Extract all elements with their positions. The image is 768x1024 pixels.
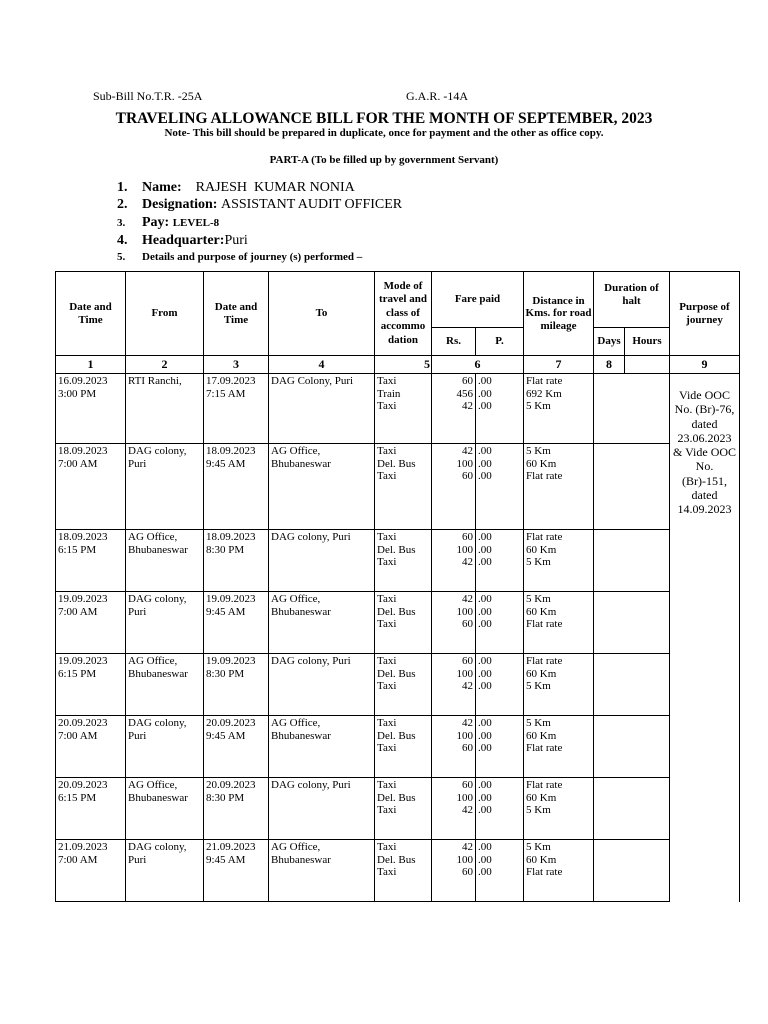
col-header-days: Days [594, 328, 625, 356]
travel-mode: Taxi [377, 655, 397, 667]
departure-date: 16.09.2023 [58, 375, 108, 387]
cell-halt [594, 592, 670, 654]
detail-name-value: RAJESH KUMAR NONIA [195, 180, 355, 195]
fare-rupees: 456 [456, 387, 473, 400]
to-place: AG Office, [271, 841, 321, 853]
departure-time: 7:00 AM [58, 729, 98, 742]
cell-fare-rs [432, 778, 476, 840]
column-number-row [56, 356, 740, 374]
arrival-time: 9:45 AM [206, 853, 246, 866]
cell-departure [56, 592, 126, 654]
arrival-date: 19.09.2023 [206, 593, 256, 605]
cell-to [269, 654, 375, 716]
fare-paise: .00 [478, 742, 492, 754]
fare-paise: .00 [478, 655, 492, 667]
travel-mode: Taxi [377, 717, 397, 729]
cell-mode [375, 778, 432, 840]
distance-value: Flat rate [526, 742, 563, 754]
col-header-mode: Mode of travel and class of accommo dation [375, 272, 432, 356]
cell-departure [56, 778, 126, 840]
departure-time: 7:00 AM [58, 853, 98, 866]
fare-paise: .00 [478, 717, 492, 729]
cell-mode [375, 654, 432, 716]
cell-fare-rs [432, 592, 476, 654]
fare-rupees: 42 [462, 400, 473, 412]
cell-distance [524, 654, 594, 716]
cell-distance [524, 778, 594, 840]
detail-designation-number: 2. [117, 197, 128, 212]
cell-to [269, 592, 375, 654]
distance-value: 60 Km [526, 729, 557, 742]
distance-value: Flat rate [526, 618, 563, 630]
cell-from [126, 716, 204, 778]
arrival-time: 9:45 AM [206, 729, 246, 742]
cell-fare-p [476, 374, 524, 444]
cell-mode [375, 530, 432, 592]
distance-value: 5 Km [526, 593, 551, 605]
travel-mode: Taxi [377, 804, 397, 816]
cell-halt [594, 778, 670, 840]
fare-rupees: 42 [462, 593, 473, 605]
cell-arrival [204, 716, 269, 778]
from-place: DAG colony, [128, 717, 187, 729]
table-row [56, 530, 740, 592]
departure-date: 20.09.2023 [58, 717, 108, 729]
distance-value: 5 Km [526, 804, 551, 816]
cell-mode [375, 716, 432, 778]
travel-mode: Taxi [377, 779, 397, 791]
table-row [56, 778, 740, 840]
from-place: Bhubaneswar [128, 543, 188, 556]
fare-paise: .00 [478, 543, 492, 556]
travel-mode: Del. Bus [377, 667, 416, 680]
col-header-fare: Fare paid [432, 272, 524, 328]
cell-distance [524, 840, 594, 902]
fare-rupees: 60 [462, 470, 473, 482]
to-place: AG Office, [271, 593, 321, 605]
detail-headquarter-value: Puri [224, 233, 248, 248]
cell-departure [56, 654, 126, 716]
fare-rupees: 100 [456, 853, 473, 866]
distance-value: 60 Km [526, 791, 557, 804]
fare-paise: .00 [478, 853, 492, 866]
fare-rupees: 60 [462, 531, 473, 543]
arrival-date: 17.09.2023 [206, 375, 256, 387]
from-place: Bhubaneswar [128, 667, 188, 680]
detail-journey-number: 5. [117, 251, 126, 263]
col-header-p: P. [476, 328, 524, 356]
detail-journey [117, 251, 362, 263]
cell-arrival [204, 592, 269, 654]
fare-rupees: 60 [462, 375, 473, 387]
fare-paise: .00 [478, 470, 492, 482]
travel-mode: Del. Bus [377, 729, 416, 742]
departure-time: 7:00 AM [58, 605, 98, 618]
distance-value: 692 Km [526, 387, 562, 400]
fare-paise: .00 [478, 605, 492, 618]
from-place: DAG colony, [128, 593, 187, 605]
detail-name-label: Name: [142, 180, 182, 195]
from-place: RTI Ranchi, [128, 375, 182, 387]
cell-halt [594, 716, 670, 778]
detail-designation [117, 197, 402, 213]
fare-rupees: 100 [456, 457, 473, 470]
fare-rupees: 60 [462, 618, 473, 630]
travel-mode: Del. Bus [377, 457, 416, 470]
to-place: DAG colony, Puri [271, 779, 351, 791]
detail-headquarter [117, 233, 248, 249]
travel-mode: Taxi [377, 375, 397, 387]
fare-rupees: 42 [462, 804, 473, 816]
travel-mode: Taxi [377, 841, 397, 853]
arrival-time: 8:30 PM [206, 543, 245, 556]
detail-name [117, 180, 355, 196]
cell-fare-p [476, 530, 524, 592]
detail-designation-value: ASSISTANT AUDIT OFFICER [220, 197, 403, 212]
cell-fare-rs [432, 716, 476, 778]
distance-value: Flat rate [526, 655, 563, 667]
fare-paise: .00 [478, 531, 492, 543]
column-number: 7 [524, 356, 594, 374]
fare-paise: .00 [478, 618, 492, 630]
fare-rupees: 42 [462, 841, 473, 853]
travel-mode: Train [377, 387, 401, 400]
departure-time: 6:15 PM [58, 791, 97, 804]
travel-mode: Taxi [377, 470, 397, 482]
table-row [56, 716, 740, 778]
arrival-time: 7:15 AM [206, 387, 246, 400]
distance-value: Flat rate [526, 779, 563, 791]
arrival-time: 8:30 PM [206, 791, 245, 804]
cell-to [269, 778, 375, 840]
sub-bill-number: Sub-Bill No.T.R. -25A [93, 89, 203, 103]
travel-mode: Taxi [377, 593, 397, 605]
from-place: Bhubaneswar [128, 791, 188, 804]
cell-from [126, 592, 204, 654]
travel-mode: Taxi [377, 866, 397, 878]
table-row [56, 592, 740, 654]
travel-mode: Taxi [377, 742, 397, 754]
cell-arrival [204, 444, 269, 530]
table-row [56, 374, 740, 444]
column-number: 8 [594, 356, 625, 374]
departure-date: 20.09.2023 [58, 779, 108, 791]
fare-paise: .00 [478, 445, 492, 457]
travel-mode: Taxi [377, 531, 397, 543]
from-place: Puri [128, 853, 147, 866]
departure-time: 6:15 PM [58, 667, 97, 680]
cell-fare-rs [432, 530, 476, 592]
cell-mode [375, 444, 432, 530]
to-place: AG Office, [271, 717, 321, 729]
cell-arrival [204, 374, 269, 444]
col-header-date-to: Date and Time [204, 272, 269, 356]
distance-value: Flat rate [526, 470, 563, 482]
journey-table [55, 271, 740, 902]
fare-paise: .00 [478, 400, 492, 412]
distance-value: 60 Km [526, 605, 557, 618]
column-number: 3 [204, 356, 269, 374]
cell-fare-p [476, 778, 524, 840]
from-place: AG Office, [128, 779, 178, 791]
from-place: DAG colony, [128, 841, 187, 853]
travel-mode: Taxi [377, 445, 397, 457]
departure-date: 18.09.2023 [58, 445, 108, 457]
cell-departure [56, 444, 126, 530]
arrival-date: 18.09.2023 [206, 531, 256, 543]
cell-mode [375, 374, 432, 444]
col-header-purpose: Purpose of journey [670, 272, 740, 356]
fare-rupees: 42 [462, 556, 473, 568]
to-place: Bhubaneswar [271, 605, 331, 618]
cell-distance [524, 592, 594, 654]
cell-fare-p [476, 654, 524, 716]
cell-to [269, 716, 375, 778]
distance-value: Flat rate [526, 531, 563, 543]
fare-paise: .00 [478, 729, 492, 742]
cell-halt [594, 444, 670, 530]
cell-halt [594, 654, 670, 716]
cell-from [126, 654, 204, 716]
fare-rupees: 60 [462, 655, 473, 667]
cell-mode [375, 592, 432, 654]
fare-paise: .00 [478, 667, 492, 680]
fare-rupees: 100 [456, 543, 473, 556]
from-place: AG Office, [128, 531, 178, 543]
fare-rupees: 100 [456, 729, 473, 742]
col-header-halt: Duration of halt [594, 272, 670, 328]
cell-fare-rs [432, 374, 476, 444]
fare-paise: .00 [478, 375, 492, 387]
cell-from [126, 778, 204, 840]
arrival-time: 9:45 AM [206, 457, 246, 470]
cell-fare-p [476, 840, 524, 902]
cell-departure [56, 530, 126, 592]
distance-value: 60 Km [526, 457, 557, 470]
travel-mode: Taxi [377, 400, 397, 412]
column-number [625, 356, 670, 374]
detail-pay [117, 215, 219, 231]
fare-paise: .00 [478, 593, 492, 605]
fare-rupees: 60 [462, 866, 473, 878]
detail-pay-value: LEVEL-8 [172, 217, 220, 229]
to-place: DAG colony, Puri [271, 655, 351, 667]
cell-fare-rs [432, 840, 476, 902]
fare-paise: .00 [478, 457, 492, 470]
from-place: Puri [128, 729, 147, 742]
detail-headquarter-number: 4. [117, 233, 128, 248]
cell-halt [594, 840, 670, 902]
cell-halt [594, 374, 670, 444]
cell-from [126, 374, 204, 444]
distance-value: 5 Km [526, 680, 551, 692]
cell-fare-p [476, 592, 524, 654]
arrival-date: 19.09.2023 [206, 655, 256, 667]
travel-mode: Taxi [377, 680, 397, 692]
cell-departure [56, 716, 126, 778]
table-row [56, 840, 740, 902]
fare-rupees: 42 [462, 445, 473, 457]
departure-date: 19.09.2023 [58, 655, 108, 667]
arrival-date: 20.09.2023 [206, 717, 256, 729]
cell-fare-p [476, 444, 524, 530]
bill-note: Note- This bill should be prepared in duplicate, once for payment and the other as office copy. [164, 127, 604, 139]
distance-value: Flat rate [526, 375, 563, 387]
departure-date: 19.09.2023 [58, 593, 108, 605]
distance-value: 5 Km [526, 841, 551, 853]
from-place: Puri [128, 457, 147, 470]
to-place: Bhubaneswar [271, 457, 331, 470]
cell-to [269, 530, 375, 592]
page-title: TRAVELING ALLOWANCE BILL FOR THE MONTH OF SEPTEMBER, 2023 [115, 110, 653, 127]
column-number: 9 [670, 356, 740, 374]
travel-mode: Taxi [377, 618, 397, 630]
cell-from [126, 840, 204, 902]
detail-headquarter-label: Headquarter: [142, 233, 225, 248]
distance-value: 5 Km [526, 717, 551, 729]
gar-number: G.A.R. -14A [406, 89, 468, 103]
fare-rupees: 60 [462, 742, 473, 754]
fare-paise: .00 [478, 779, 492, 791]
to-place: DAG Colony, Puri [271, 375, 354, 387]
fare-paise: .00 [478, 866, 492, 878]
fare-paise: .00 [478, 841, 492, 853]
distance-value: 5 Km [526, 400, 551, 412]
cell-arrival [204, 530, 269, 592]
fare-paise: .00 [478, 387, 492, 400]
travel-mode: Del. Bus [377, 543, 416, 556]
cell-distance [524, 530, 594, 592]
arrival-date: 20.09.2023 [206, 779, 256, 791]
column-number: 1 [56, 356, 126, 374]
distance-value: 60 Km [526, 853, 557, 866]
part-a-heading: PART-A (To be filled up by government Servant) [269, 154, 499, 166]
departure-date: 18.09.2023 [58, 531, 108, 543]
from-place: AG Office, [128, 655, 178, 667]
fare-rupees: 42 [462, 680, 473, 692]
arrival-date: 21.09.2023 [206, 841, 256, 853]
cell-from [126, 444, 204, 530]
travel-mode: Del. Bus [377, 605, 416, 618]
distance-value: 60 Km [526, 543, 557, 556]
from-place: Puri [128, 605, 147, 618]
cell-mode [375, 840, 432, 902]
distance-value: 5 Km [526, 556, 551, 568]
cell-to [269, 374, 375, 444]
distance-value: 5 Km [526, 445, 551, 457]
arrival-time: 8:30 PM [206, 667, 245, 680]
col-header-to: To [269, 272, 375, 356]
col-header-distance: Distance in Kms. for road mileage [524, 272, 594, 356]
to-place: DAG colony, Puri [271, 531, 351, 543]
to-place: AG Office, [271, 445, 321, 457]
fare-paise: .00 [478, 804, 492, 816]
cell-arrival [204, 840, 269, 902]
col-header-from: From [126, 272, 204, 356]
from-place: DAG colony, [128, 445, 187, 457]
detail-journey-label: Details and purpose of journey (s) performed – [142, 251, 363, 263]
fare-paise: .00 [478, 680, 492, 692]
travel-mode: Del. Bus [377, 791, 416, 804]
col-header-hours: Hours [625, 328, 670, 356]
cell-fare-rs [432, 654, 476, 716]
cell-distance [524, 716, 594, 778]
distance-value: 60 Km [526, 667, 557, 680]
fare-rupees: 100 [456, 667, 473, 680]
cell-fare-rs [432, 444, 476, 530]
cell-departure [56, 840, 126, 902]
cell-from [126, 530, 204, 592]
cell-arrival [204, 654, 269, 716]
detail-name-number: 1. [117, 180, 128, 195]
fare-rupees: 60 [462, 779, 473, 791]
cell-fare-p [476, 716, 524, 778]
arrival-date: 18.09.2023 [206, 445, 256, 457]
travel-mode: Del. Bus [377, 853, 416, 866]
table-row [56, 654, 740, 716]
fare-paise: .00 [478, 556, 492, 568]
arrival-time: 9:45 AM [206, 605, 246, 618]
fare-paise: .00 [478, 791, 492, 804]
column-number: 4 [269, 356, 375, 374]
detail-pay-number: 3. [117, 217, 126, 229]
detail-pay-label: Pay: [142, 215, 170, 230]
column-number: 6 [432, 356, 524, 374]
col-header-rs: Rs. [432, 328, 476, 356]
detail-designation-label: Designation: [142, 197, 218, 212]
cell-distance [524, 374, 594, 444]
fare-rupees: 100 [456, 605, 473, 618]
cell-to [269, 444, 375, 530]
cell-halt [594, 530, 670, 592]
col-header-date-from: Date and Time [56, 272, 126, 356]
departure-date: 21.09.2023 [58, 841, 108, 853]
distance-value: Flat rate [526, 866, 563, 878]
departure-time: 3:00 PM [58, 387, 97, 400]
cell-arrival [204, 778, 269, 840]
to-place: Bhubaneswar [271, 853, 331, 866]
fare-rupees: 100 [456, 791, 473, 804]
column-number: 2 [126, 356, 204, 374]
departure-time: 7:00 AM [58, 457, 98, 470]
departure-time: 6:15 PM [58, 543, 97, 556]
travel-mode: Taxi [377, 556, 397, 568]
cell-purpose: Vide OOC No. (Br)-76, dated 23.06.2023 & Vide OOC No. (Br)-151, dated 14.09.2023 [670, 374, 740, 902]
cell-distance [524, 444, 594, 530]
table-row [56, 444, 740, 530]
cell-departure [56, 374, 126, 444]
cell-to [269, 840, 375, 902]
column-number: 5 [375, 356, 432, 374]
to-place: Bhubaneswar [271, 729, 331, 742]
fare-rupees: 42 [462, 717, 473, 729]
